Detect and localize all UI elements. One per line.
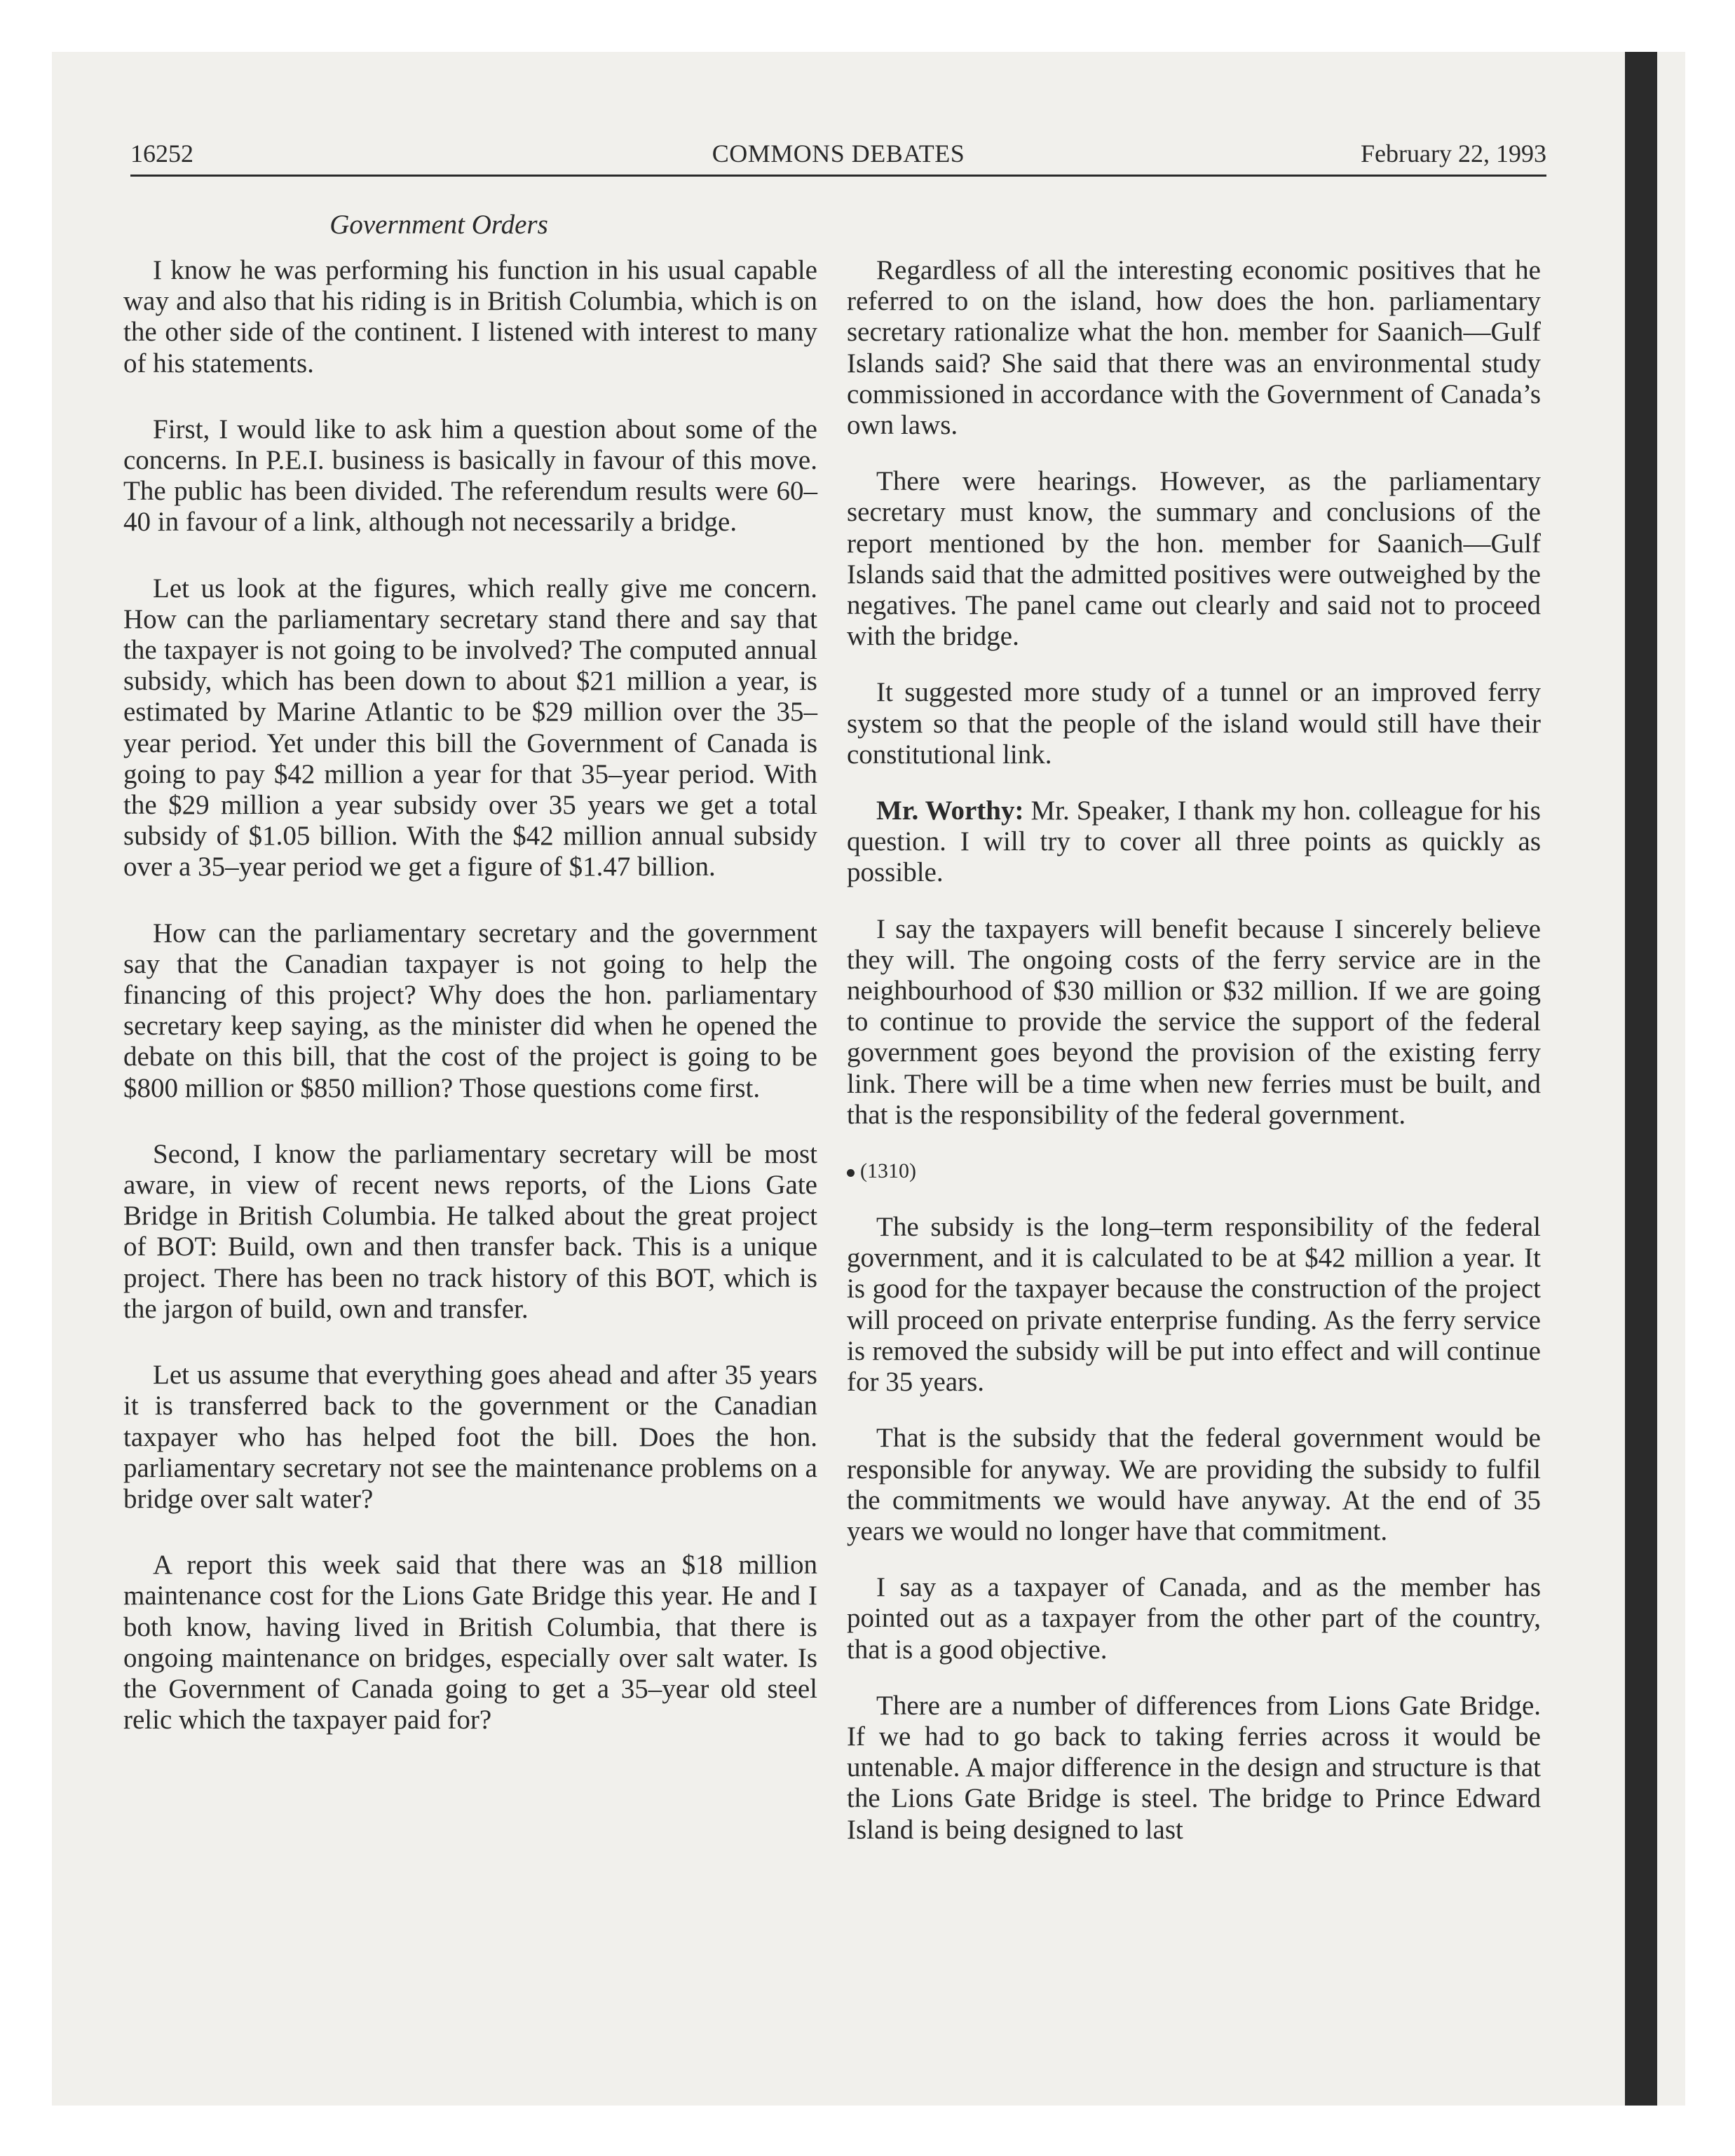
time-marker [847, 1156, 1541, 1187]
section-title: Government Orders [329, 210, 548, 240]
bullet-icon [847, 1169, 855, 1177]
paragraph: That is the subsidy that the federal government would be responsible for anyway. We are providing the subsidy to fulfil the commitments we would have anyway. At the end of 35 years we would no longer have that commitment. [847, 1423, 1541, 1546]
left-column [123, 255, 817, 1770]
paragraph: First, I would like to ask him a question about some of the concerns. In P.E.I. business is basically in favour of this move. The public has been divided. The referendum results were 60–40 in favour of a link, although not necessarily a bridge. [123, 414, 817, 538]
scan-edge-shadow [1625, 52, 1657, 2106]
paragraph: Let us look at the figures, which really give me concern. How can the parliamentary secretary stand there and say that the taxpayer is not going to be involved? The computed annual subsidy, which has been down to about $21 million a year, is estimated by Marine Atlantic to be $29 million over the 35–year period. Yet under this bill the Government of Canada is going to pay $42 million a year for that 35–year period. With the $29 million a year subsidy over 35 years we get a total subsidy of $1.05 billion. With the $42 million annual subsidy over a 35–year period we get a figure of $1.47 billion. [123, 573, 817, 882]
publication-title: COMMONS DEBATES [712, 139, 965, 168]
right-column [847, 255, 1541, 1871]
speaker-remarks: Mr. Speaker, I thank my hon. colleague for his question. I will try to cover all three points as quickly as possible. [847, 796, 1541, 888]
paragraph: The subsidy is the long–term responsibility of the federal government, and it is calculated to be at $42 million a year. It is good for the taxpayer because the construction of the project will proceed on private enterprise funding. As the ferry service is removed the subsidy will be put into effect and will continue for 35 years. [847, 1212, 1541, 1398]
paragraph: I know he was performing his function in his usual capable way and also that his riding is in British Columbia, which is on the other side of the continent. I listened with interest to many of his statements. [123, 255, 817, 378]
paragraph: Second, I know the parliamentary secretary will be most aware, in view of recent news reports, of the Lions Gate Bridge in British Columbia. He talked about the great project of BOT: Build, own and then transfer back. This is a unique project. There has been no track history of this BOT, which is the jargon of build, own and transfer. [123, 1138, 817, 1324]
speaker-name: Mr. Worthy: [876, 796, 1024, 826]
page-number: 16252 [130, 139, 193, 168]
paragraph: I say as a taxpayer of Canada, and as the member has pointed out as a taxpayer from the other part of the country, that is a good objective. [847, 1572, 1541, 1665]
paragraph: It suggested more study of a tunnel or an improved ferry system so that the people of the island would still have their constitutional link. [847, 677, 1541, 770]
paragraph: A report this week said that there was an $18 million maintenance cost for the Lions Gate Bridge this year. He and I both know, having lived in British Columbia, that there is ongoing maintenance on bridges, especially over salt water. Is the Government of Canada going to get a 35–year old steel relic which the taxpayer paid for? [123, 1550, 817, 1735]
speaker-paragraph [847, 796, 1541, 889]
paragraph: I say the taxpayers will benefit because I sincerely believe they will. The ongoing costs of the ferry service are in the neighbourhood of $30 million or $32 million. If we are going to continue to provide the service the support of the federal government goes beyond the provision of the existing ferry link. There will be a time when new ferries must be built, and that is the responsibility of the federal government. [847, 913, 1541, 1130]
issue-date: February 22, 1993 [1361, 139, 1546, 168]
paragraph: How can the parliamentary secretary and the government say that the Canadian taxpayer is not going to help the financing of this project? Why does the hon. parliamentary secretary keep saying, as the minister did when he opened the debate on this bill, that the cost of the project is going to be $800 million or $850 million? Those questions come first. [123, 917, 817, 1103]
time-marker-label: (1310) [860, 1159, 916, 1183]
paragraph: Let us assume that everything goes ahead and after 35 years it is transferred back to the government or the Canadian taxpayer who has helped foot the bill. Does the hon. parliamentary secretary not see the maintenance problems on a bridge over salt water? [123, 1360, 817, 1514]
running-header [130, 136, 1546, 171]
header-rule [130, 175, 1546, 177]
paragraph: There were hearings. However, as the parliamentary secretary must know, the summary and conclusions of the report mentioned by the hon. member for Saanich—Gulf Islands said that the admitted positives were outweighed by the negatives. The panel came out clearly and said not to proceed with the bridge. [847, 466, 1541, 652]
paragraph: Regardless of all the interesting economic positives that he referred to on the island, how does the hon. parliamentary secretary rationalize what the hon. member for Saanich—Gulf Islands said? She said that there was an environmental study commissioned in accordance with the Government of Canada’s own laws. [847, 255, 1541, 441]
paragraph: There are a number of differences from Lions Gate Bridge. If we had to go back to taking ferries across it would be untenable. A major difference in the design and structure is that the Lions Gate Bridge is steel. The bridge to Prince Edward Island is being designed to last [847, 1690, 1541, 1845]
